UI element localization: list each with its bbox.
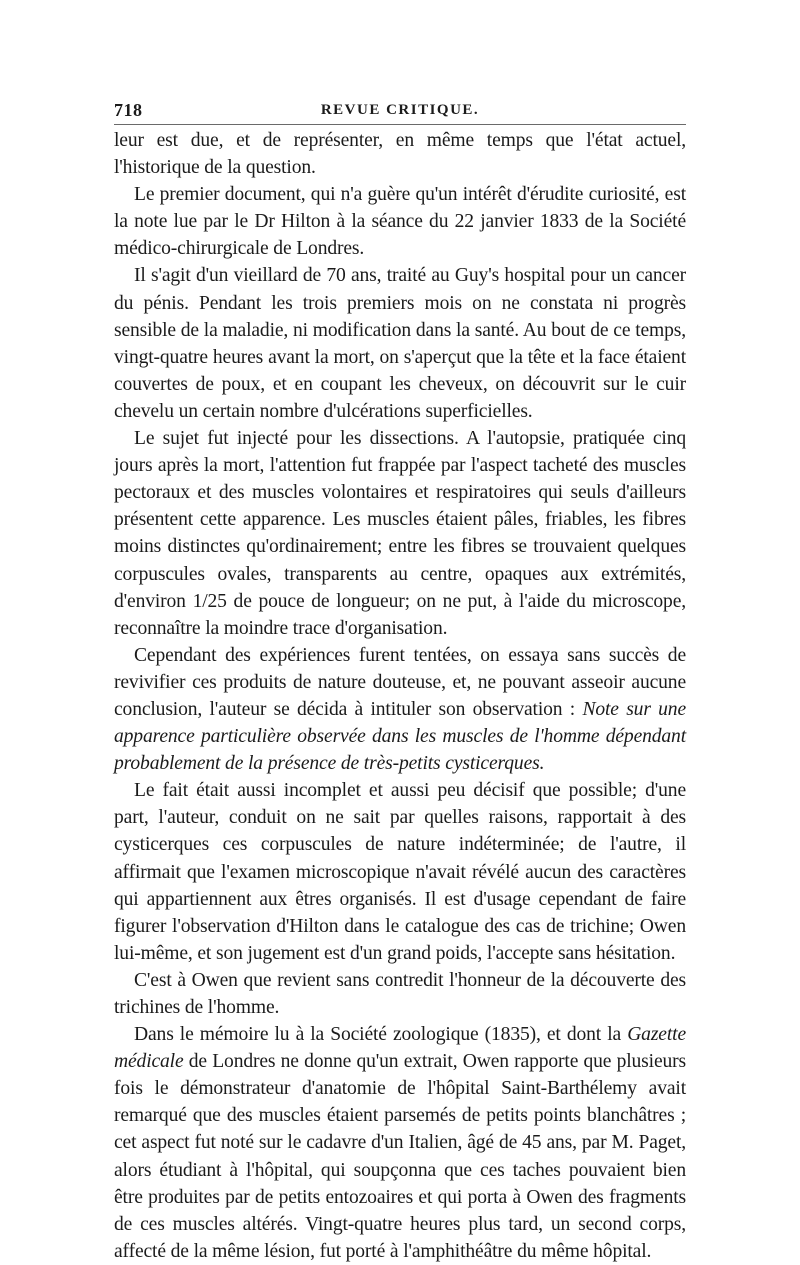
page-number: 718 bbox=[114, 100, 143, 120]
paragraph-text: Le sujet fut injecté pour les dissections. A l'autopsie, pratiquée cinq jours après la mort, l'attention fut frappée par l'aspect tacheté des muscles pectoraux et des muscles volontaires et respiratoires qui seuls d'ailleurs présentent cette apparence. Les muscles étaient pâles, friables, les fibres moins distinctes qu'ordinairement; entre les fibres se trouvaient quelques corpuscules ovales, transparents au centre, opaques aux extrémités, d'environ bbox=[114, 428, 686, 612]
paragraph-text: Il s'agit d'un vieillard de 70 ans, traité au Guy's hospital pour un cancer du pénis. Pendant les trois premiers mois on ne constata ni progrès sensible de la maladie, ni modification dans la santé. Au bout de ce temps, vingt-quatre heures avant la mort, on s'aperçut que la tête et la face étaient couvertes de poux, et en coupant les cheveux, on découvrit sur le cuir chevelu un certain nombre d'ulcérations superficielles. bbox=[114, 265, 686, 422]
document-page bbox=[114, 98, 686, 1265]
running-header bbox=[114, 98, 686, 125]
paragraph-case-description bbox=[114, 262, 686, 425]
paragraph-owen-memoir bbox=[114, 1021, 686, 1265]
paragraph-text: de pouce de longueur; on ne put, à l'aide du microscope, reconnaître la moindre trace d'organisation. bbox=[114, 590, 686, 639]
paragraph-assessment bbox=[114, 777, 686, 967]
paragraph-text: leur est due, et de représenter, en même temps que l'état actuel, l'historique de la question. bbox=[114, 130, 686, 179]
fraction-value: 1/25 bbox=[192, 590, 227, 612]
paragraph-text: Le fait était aussi incomplet et aussi peu décisif que possible; d'une part, l'auteur, conduit on ne sait par quelles raisons, rapportait à des cysticerques ces corpuscules de nature indéterminée; de l'autre, il affirmait que l'examen microscopique n'avait révélé aucun des caractères qui appartiennent aux êtres organisés. Il est d'usage cependant de faire figurer l'observation d'Hilton dans le catalogue des cas de trichine; Owen lui-même, et son jugement est d'un grand poids, l'accepte sans hésitation. bbox=[114, 780, 686, 964]
paragraph-experiments bbox=[114, 642, 686, 777]
paragraph-text: Cependant des expériences furent tentées, on essaya sans succès de revivifier ces produits de nature douteuse, et, ne pouvant asseoir aucune conclusion, l'auteur se décida à intituler son observation : bbox=[114, 644, 686, 720]
paragraph-text: Le premier document, qui n'a guère qu'un intérêt d'érudite curiosité, est la note lue par le Dr Hilton à la séance du 22 janvier 1833 de la Société médico-chirurgicale de Londres. bbox=[114, 184, 686, 260]
paragraph-text: C'est à Owen que revient sans contredit l'honneur de la découverte des trichines de l'homme. bbox=[114, 969, 686, 1018]
paragraph-text: Dans le mémoire lu à la Société zoologique (1835), et dont la bbox=[134, 1024, 628, 1046]
running-title: REVUE CRITIQUE. bbox=[320, 102, 480, 118]
paragraph-autopsy bbox=[114, 425, 686, 642]
italic-journal-name: Gazette médicale bbox=[114, 1024, 686, 1073]
paragraph-hilton-note bbox=[114, 181, 686, 262]
paragraph-continuation bbox=[114, 127, 686, 181]
paragraph-owen-discovery bbox=[114, 967, 686, 1021]
paragraph-text: de Londres ne donne qu'un extrait, Owen rapporte que plusieurs fois le démonstrateur d'anatomie de l'hôpital Saint-Barthélemy avait remarqué que des muscles étaient parsemés de petits points blanchâtres ; cet aspect fut noté sur le cadavre d'un Italien, âgé de 45 ans, par M. Paget, alors étudiant à l'hôpital, qui soupçonna que ces taches pouvaient bien être produites par de petits entozoaires et qui porta à Owen des fragments de ces muscles altérés. Vingt-quatre heures plus tard, un second corps, affecté de la même lésion, fut porté à l'amphithéâtre du même hôpital. bbox=[114, 1051, 686, 1262]
italic-title: Note sur une apparence particulière observée dans les muscles de l'homme dépendant probablement de la présence de très-petits cysticerques. bbox=[114, 698, 687, 775]
